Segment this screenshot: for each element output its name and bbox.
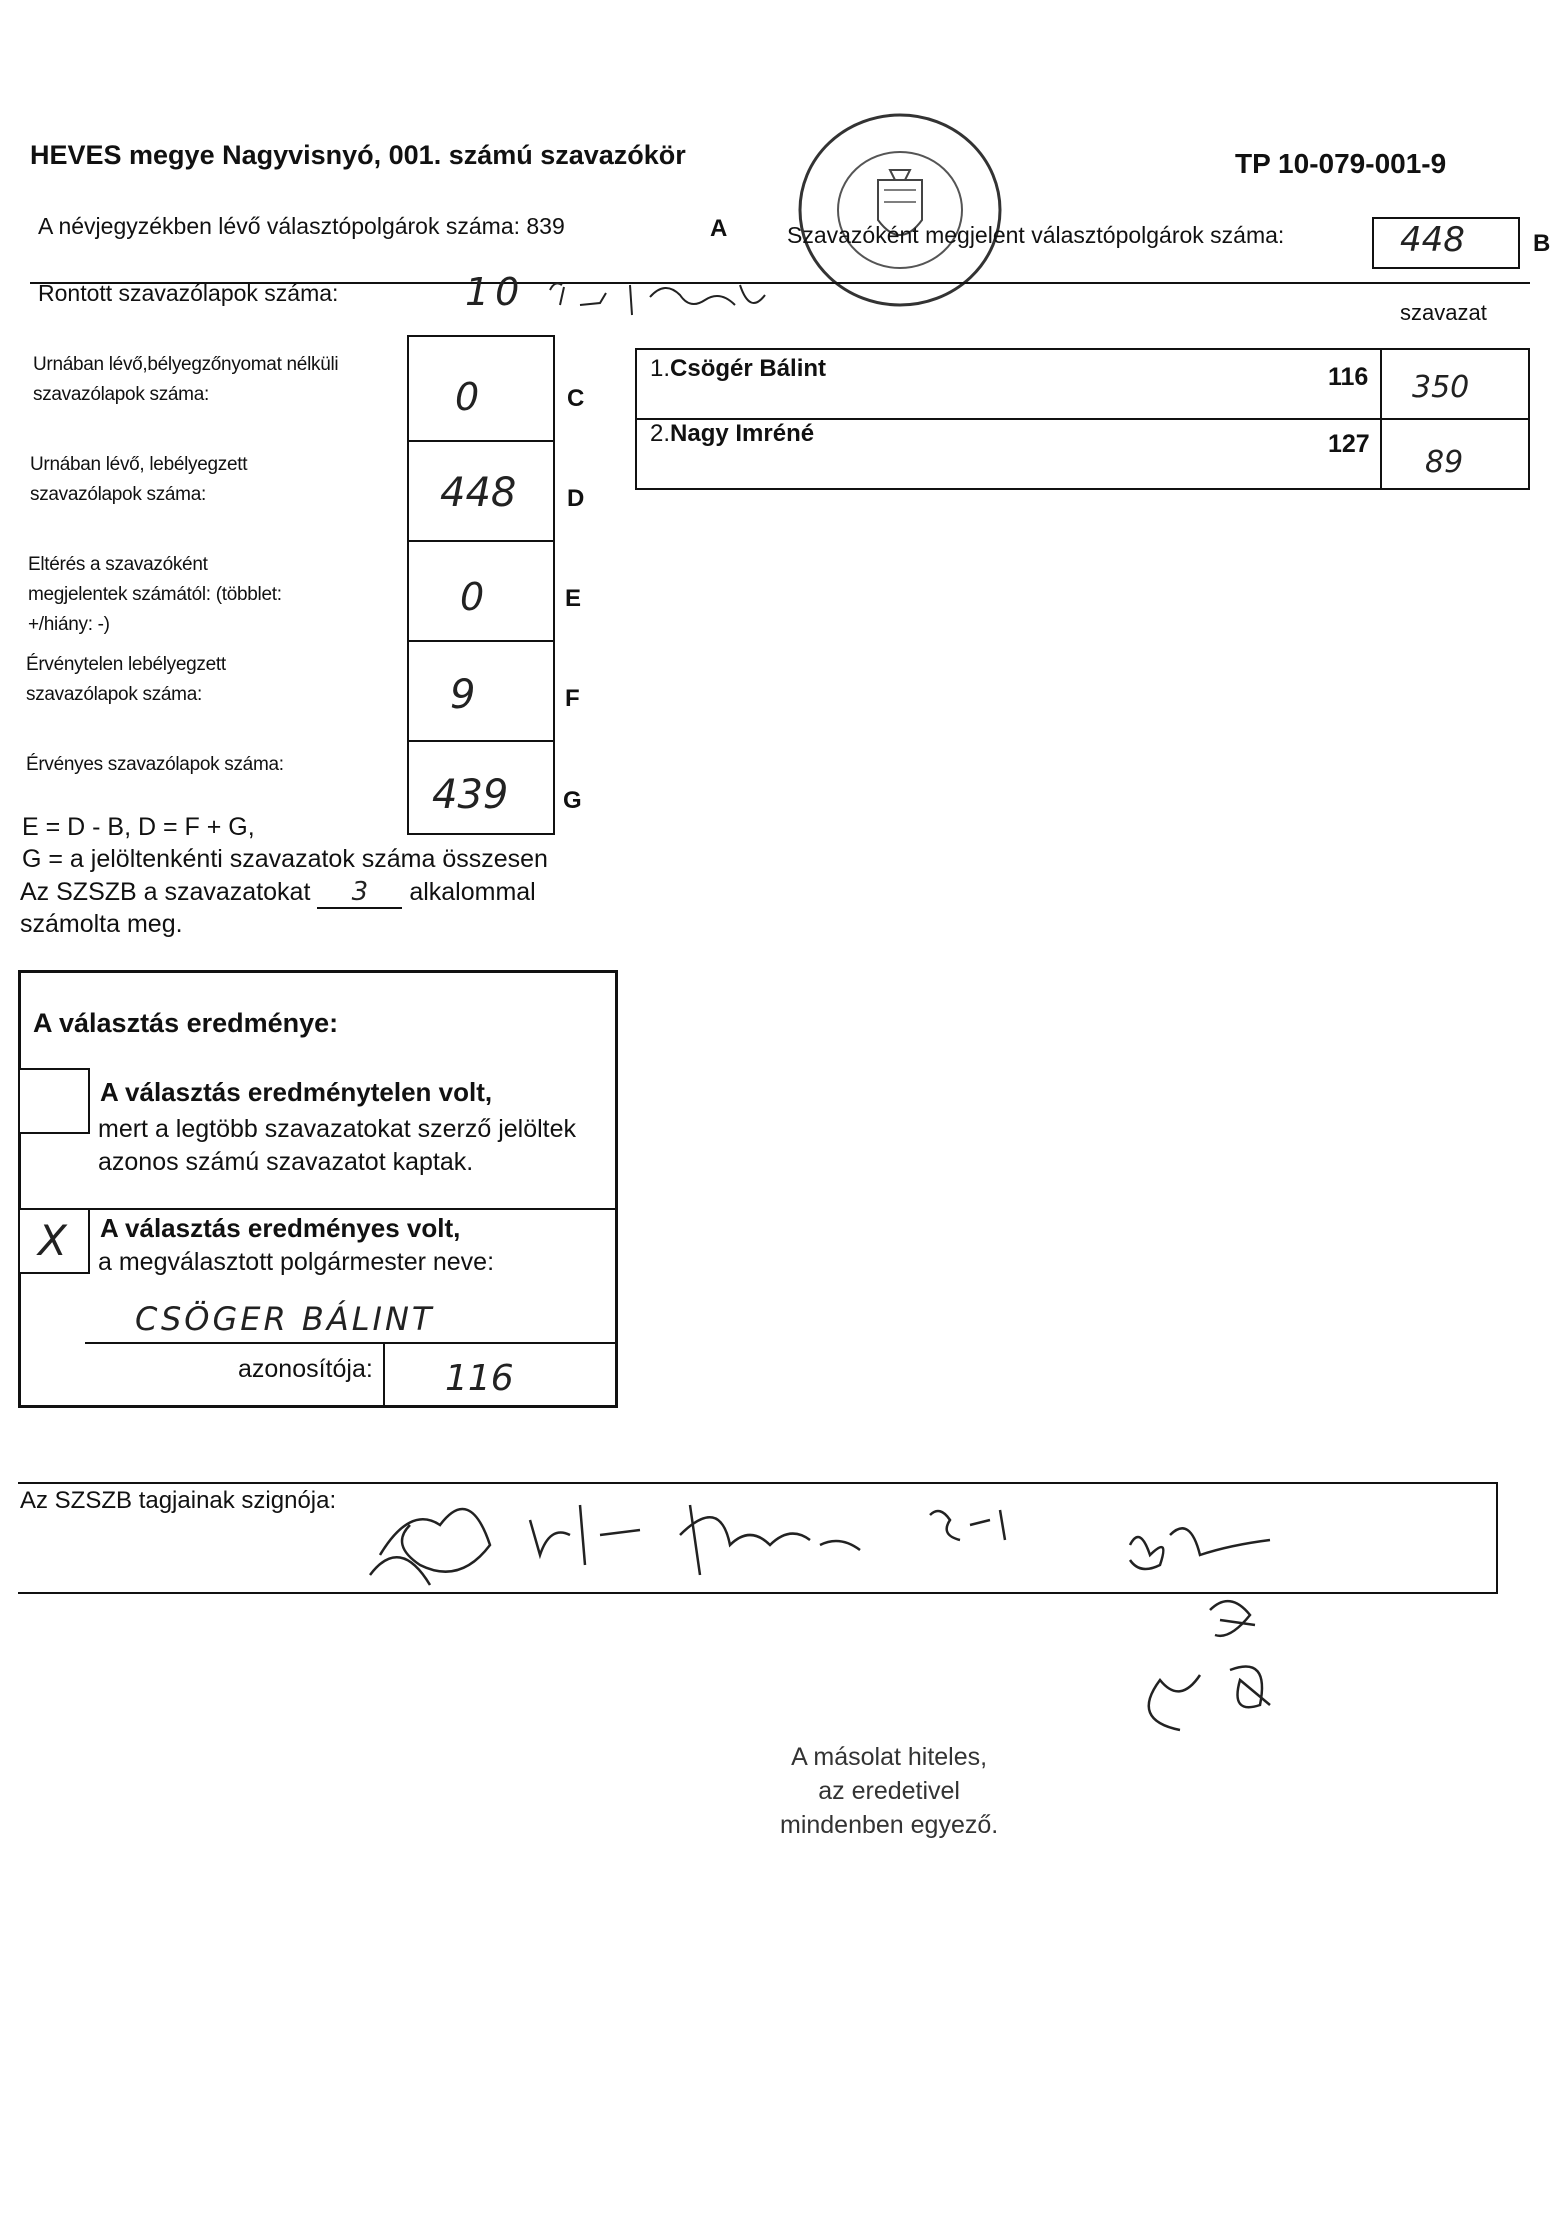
- candidate-number: 1.: [650, 355, 671, 382]
- mayor-name: CSÖGER BÁLINT: [135, 1300, 435, 1338]
- count-label-e: Eltérés a szavazóként megjelentek számától: (többlet: +/hiány: -): [28, 554, 282, 635]
- spoiled-value: 10: [465, 270, 526, 314]
- candidate-votes: 89: [1425, 445, 1464, 480]
- count-label-f: Érvénytelen lebélyegzett szavazólapok száma:: [26, 654, 226, 705]
- page-title: HEVES megye Nagyvisnyó, 001. számú szavazókör: [30, 140, 686, 170]
- candidate-name: Nagy Imréné: [670, 420, 815, 447]
- count-value-e: 0: [460, 575, 485, 619]
- mayor-underline: [85, 1342, 618, 1344]
- count-times-value: 3: [317, 877, 402, 909]
- candidate-row: [650, 355, 826, 383]
- option2-checkbox[interactable]: [18, 1208, 90, 1274]
- count-label-d: Urnában lévő, lebélyegzett szavazólapok száma:: [30, 454, 248, 505]
- id-label: azonosítója:: [238, 1355, 373, 1383]
- letter-a: A: [710, 215, 728, 242]
- count-separator: [407, 640, 555, 642]
- letter-b: B: [1533, 230, 1551, 257]
- letter-f: F: [565, 685, 580, 712]
- candidate-id: 116: [1328, 363, 1369, 391]
- certification-line-1: A másolat hiteles,: [791, 1743, 988, 1771]
- letter-c: C: [567, 385, 585, 412]
- formula-line-2: G = a jelöltenkénti szavazatok száma összesen: [22, 845, 548, 873]
- appeared-label: Szavazóként megjelent választópolgárok száma:: [787, 222, 1285, 248]
- formula-line-3: [20, 877, 536, 909]
- result-divider: [18, 1208, 618, 1210]
- count-times-pre: Az SZSZB a szavazatokat: [20, 878, 311, 906]
- id-box-line: [383, 1342, 385, 1408]
- count-value-f: 9: [450, 672, 476, 718]
- spoiled-handwriting: [540, 275, 780, 325]
- formula-line-1: E = D - B, D = F + G,: [22, 813, 255, 841]
- certification-line-2: az eredetivel: [818, 1777, 960, 1805]
- option1-heading: A választás eredménytelen volt,: [100, 1077, 493, 1107]
- letter-d: D: [567, 485, 585, 512]
- count-value-g: 439: [432, 772, 509, 818]
- certification-line-3: mindenben egyező.: [780, 1811, 999, 1839]
- candidate-number: 2.: [650, 420, 671, 447]
- signatures-handwriting: [350, 1465, 1400, 1765]
- votes-header: szavazat: [1400, 300, 1487, 325]
- candidate-row: [650, 420, 814, 448]
- count-separator: [407, 540, 555, 542]
- document-code: TP 10-079-001-9: [1235, 148, 1447, 179]
- appeared-value: 448: [1400, 220, 1465, 260]
- option2-heading: A választás eredményes volt,: [100, 1213, 461, 1243]
- votes-column-line: [1380, 348, 1382, 490]
- option1-checkbox[interactable]: [18, 1068, 90, 1134]
- official-stamp: [790, 110, 1010, 315]
- option2-text: a megválasztott polgármester neve:: [98, 1248, 495, 1276]
- letter-e: E: [565, 585, 582, 612]
- count-separator: [407, 440, 555, 442]
- signature-label: Az SZSZB tagjainak szignója:: [20, 1487, 337, 1514]
- spoiled-label: Rontott szavazólapok száma:: [38, 280, 339, 306]
- candidate-votes: 350: [1412, 370, 1470, 405]
- count-label-g: Érvényes szavazólapok száma:: [26, 754, 284, 775]
- count-value-c: 0: [455, 375, 480, 419]
- option1-text: mert a legtöbb szavazatokat szerző jelöltek azonos számú szavazatot kaptak.: [98, 1115, 577, 1176]
- id-value: 116: [445, 1358, 514, 1399]
- count-value-d: 448: [440, 470, 517, 516]
- voters-count-label: A névjegyzékben lévő választópolgárok száma: 839: [38, 213, 565, 239]
- count-label-c: Urnában lévő,bélyegzőnyomat nélküli szavazólapok száma:: [33, 354, 339, 405]
- candidate-id: 127: [1328, 430, 1370, 458]
- candidate-name: Csögér Bálint: [670, 355, 827, 382]
- count-times-post: alkalommal: [409, 878, 536, 906]
- letter-g: G: [563, 787, 582, 814]
- option2-mark: X: [38, 1216, 67, 1265]
- formula-line-4: számolta meg.: [20, 910, 183, 938]
- certification-text: [780, 1740, 998, 1842]
- count-separator: [407, 740, 555, 742]
- result-title: A választás eredménye:: [33, 1008, 339, 1038]
